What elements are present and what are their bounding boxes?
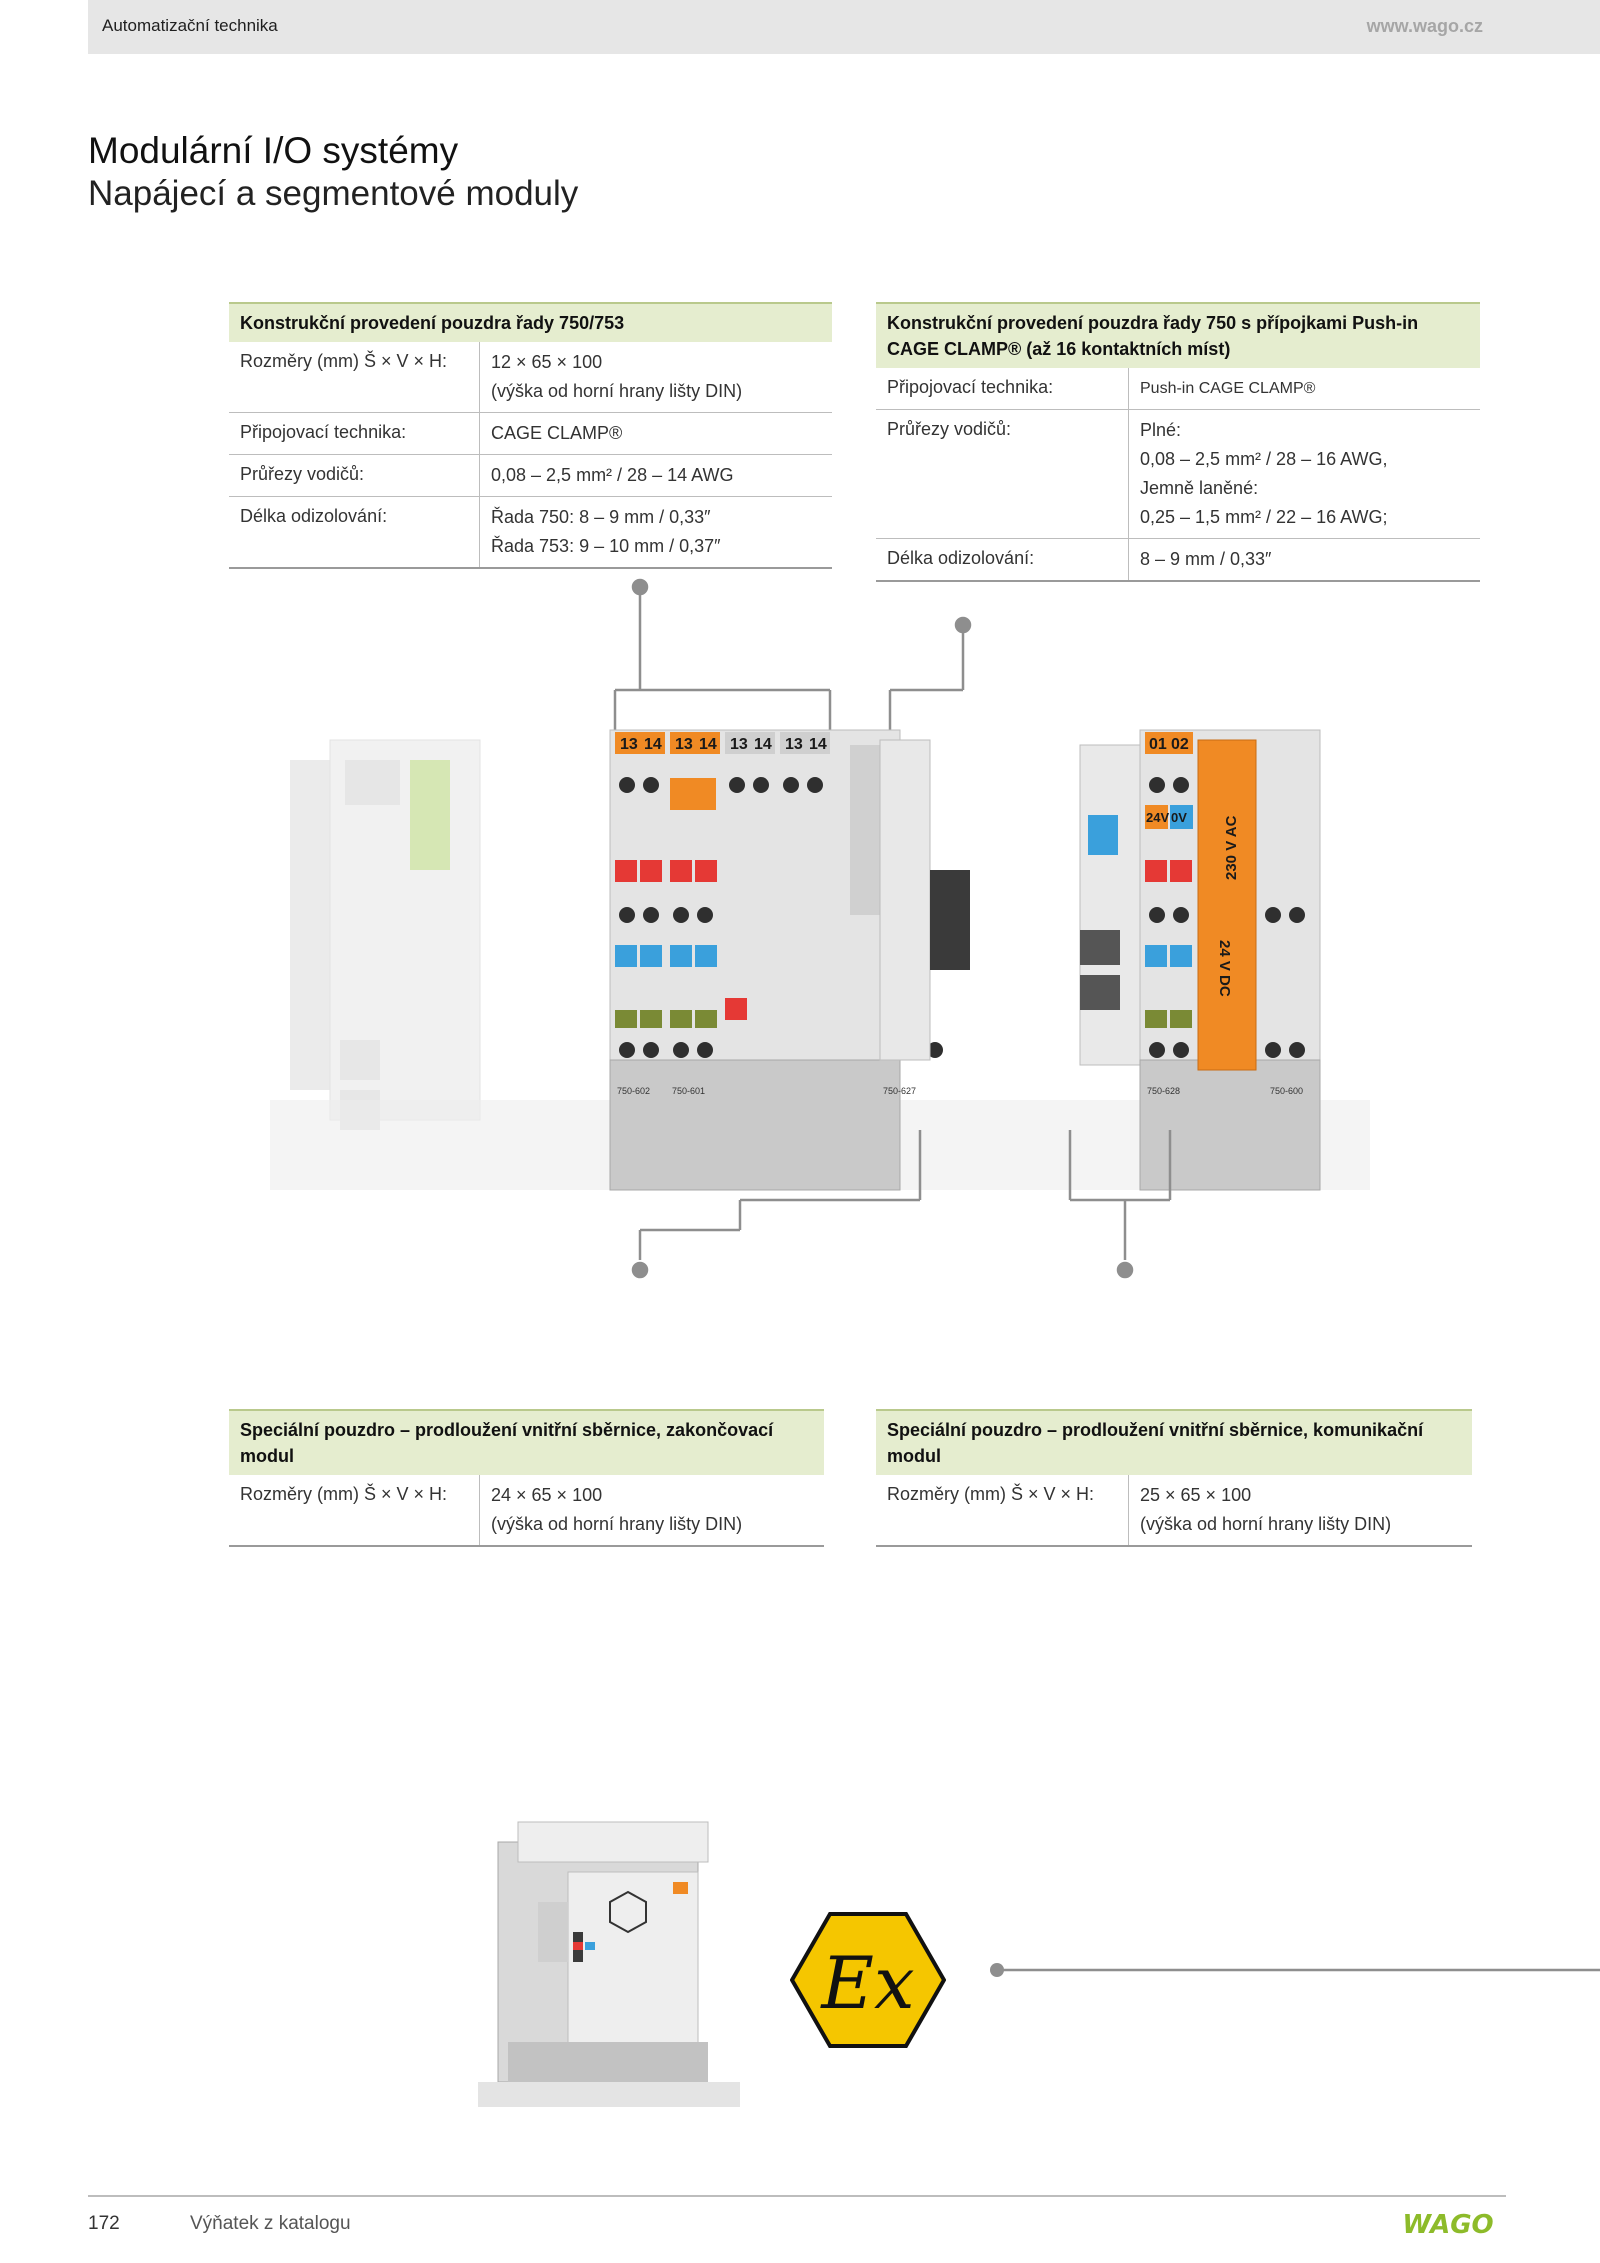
footer-catalog-note: Výňatek z katalogu — [190, 2213, 351, 2234]
spec-value-line: (výška od horní hrany lišty DIN) — [491, 381, 743, 401]
spec-value — [1129, 1475, 1472, 1545]
callout-lines-top — [615, 580, 970, 730]
wago-logo — [1394, 2208, 1502, 2238]
spec-value-line: 12 × 65 × 100 — [491, 352, 603, 372]
fieldbus-coupler — [290, 740, 480, 1130]
spec-value — [480, 497, 832, 567]
spec-value-line: Plné: — [1140, 420, 1182, 440]
spec-row — [229, 497, 832, 569]
spec-table-heading-line: Speciální pouzdro – prodloužení vnitřní sběrnice, zakončovací — [240, 1420, 774, 1440]
module-label: 13 — [730, 736, 748, 753]
spec-key: Připojovací technika: — [229, 413, 480, 454]
spec-value-line: Řada 750: 8 – 9 mm / 0,33″ — [491, 507, 711, 527]
spec-value-line: 24 × 65 × 100 — [491, 1485, 603, 1505]
part-number: 750-627 — [883, 1086, 917, 1096]
module-label: 14 — [754, 736, 772, 753]
spec-row — [229, 455, 832, 497]
spec-table-heading-line: Konstrukční provedení pouzdra řady 750 s přípojkami Push-in — [887, 313, 1419, 333]
spec-table-heading-line: Speciální pouzdro – prodloužení vnitřní sběrnice, komunikační — [887, 1420, 1424, 1440]
spec-value — [480, 413, 832, 454]
module-label: 01 — [1149, 736, 1167, 753]
page-subtitle: Napájecí a segmentové moduly — [88, 174, 579, 213]
module-label: 02 — [1171, 736, 1189, 753]
spec-value-line: 25 × 65 × 100 — [1140, 1485, 1252, 1505]
spec-table-750-753 — [229, 302, 832, 569]
page-title: Modulární I/O systémy — [88, 130, 459, 171]
spec-table-heading-line: CAGE CLAMP® (až 16 kontaktních míst) — [887, 339, 1231, 359]
spec-key: Délka odizolování: — [229, 497, 480, 567]
footer-divider — [88, 2195, 1506, 2197]
module-label: 14 — [809, 736, 827, 753]
header-section-title: Automatizační technika — [102, 16, 278, 35]
spec-key: Průřezy vodičů: — [229, 455, 480, 496]
page-number: 172 — [88, 2213, 120, 2234]
spec-row — [876, 1475, 1472, 1547]
header-website-link[interactable]: www.wago.cz — [1366, 16, 1483, 36]
spec-row — [876, 410, 1480, 539]
spec-row — [876, 368, 1480, 410]
module-label: 13 — [675, 736, 693, 753]
spec-table-heading-line: modul — [887, 1446, 941, 1466]
spec-value-line: Jemně laněné: — [1140, 478, 1259, 498]
spec-value — [1129, 368, 1480, 409]
spec-value-line: 0,08 – 2,5 mm² / 28 – 16 AWG, — [1140, 449, 1388, 469]
ex-module-image — [478, 1812, 740, 2122]
voltage-label: 0V — [1171, 810, 1187, 825]
spec-value-line: Řada 753: 9 – 10 mm / 0,37″ — [491, 536, 721, 556]
wago-logo-text: WAGO — [1402, 2210, 1494, 2238]
ex-explosion-protection-icon — [790, 1912, 946, 2048]
spec-table-heading — [876, 302, 1480, 368]
spec-value-line: 0,08 – 2,5 mm² / 28 – 14 AWG — [491, 465, 734, 485]
spec-value — [480, 455, 832, 496]
spec-value-line: (výška od horní hrany lišty DIN) — [1140, 1514, 1392, 1534]
spec-row — [229, 413, 832, 455]
spec-key: Rozměry (mm) Š × V × H: — [876, 1475, 1129, 1545]
spec-row — [229, 1475, 824, 1547]
module-label: 13 — [785, 736, 803, 753]
spec-value-line: (výška od horní hrany lišty DIN) — [491, 1514, 743, 1534]
module-label: 13 — [620, 736, 638, 753]
part-number: 750-601 — [672, 1086, 706, 1096]
spec-value-line: CAGE CLAMP® — [491, 423, 623, 443]
spec-value-line: 8 – 9 mm / 0,33″ — [1140, 549, 1272, 569]
spec-table-heading — [229, 1409, 824, 1475]
voltage-label: 24V — [1146, 810, 1170, 825]
spec-key: Připojovací technika: — [876, 368, 1129, 409]
ex-callout-line — [990, 1963, 1600, 1977]
module-label: 14 — [699, 736, 717, 753]
part-number: 750-628 — [1147, 1086, 1181, 1096]
voltage-label: 24 V DC — [1216, 940, 1233, 997]
spec-table-heading: Konstrukční provedení pouzdra řady 750/753 — [229, 302, 832, 342]
spec-value — [1129, 410, 1480, 538]
spec-key: Rozměry (mm) Š × V × H: — [229, 342, 480, 412]
spec-key: Délka odizolování: — [876, 539, 1129, 580]
part-number: 750-602 — [617, 1086, 651, 1096]
part-number: 750-600 — [1270, 1086, 1304, 1096]
spec-value — [480, 1475, 824, 1545]
spec-key: Rozměry (mm) Š × V × H: — [229, 1475, 480, 1545]
spec-table-750-push-in — [876, 302, 1480, 582]
spec-table-heading — [876, 1409, 1472, 1475]
spec-table-bus-extension-comm — [876, 1409, 1472, 1547]
ex-symbol-text: Ex — [821, 1941, 915, 2025]
spec-table-heading-line: modul — [240, 1446, 294, 1466]
spec-key: Průřezy vodičů: — [876, 410, 1129, 538]
spec-value-line: Push-in CAGE CLAMP® — [1140, 380, 1316, 397]
spec-value-line: 0,25 – 1,5 mm² / 22 – 16 AWG; — [1140, 507, 1388, 527]
spec-row — [229, 342, 832, 413]
spec-value — [480, 342, 832, 412]
spec-table-bus-extension-end — [229, 1409, 824, 1547]
product-illustration — [270, 560, 1370, 1280]
voltage-label: 230 V AC — [1223, 815, 1240, 880]
module-label: 14 — [644, 736, 662, 753]
